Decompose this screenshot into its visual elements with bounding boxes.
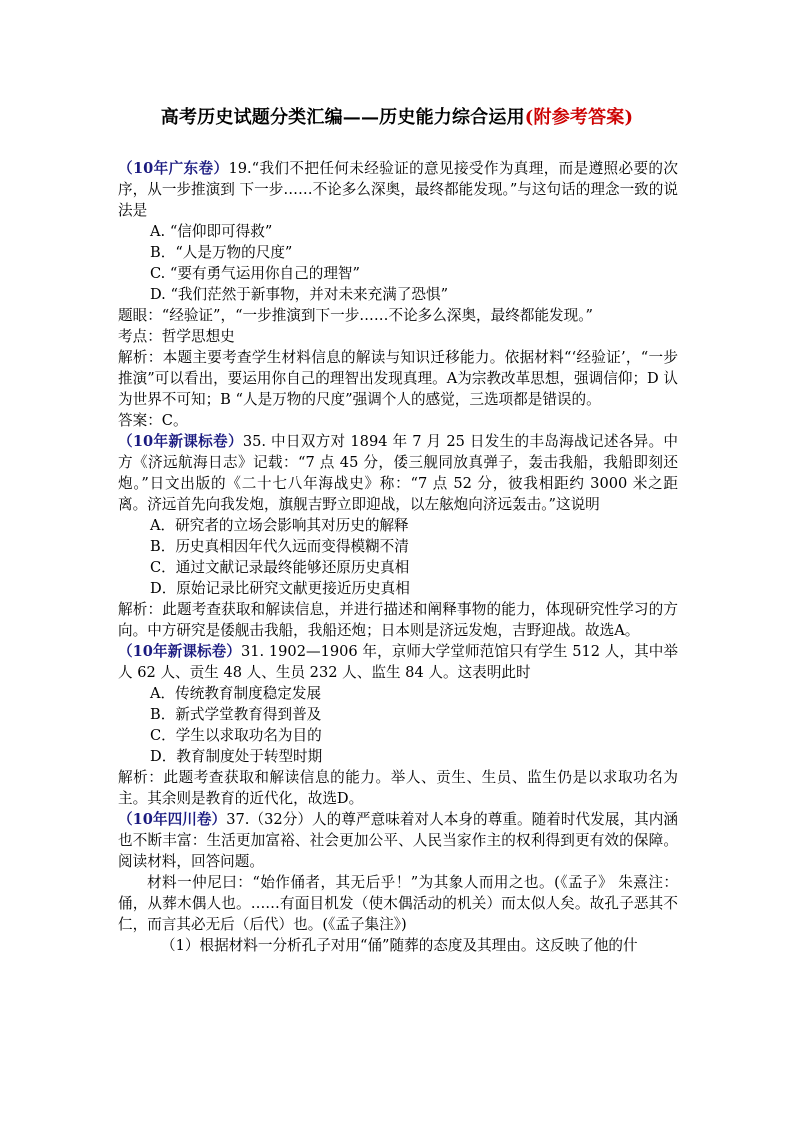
q3-stem: （10年新课标卷）31. 1902—1906 年，京师大学堂师范馆只有学生 512 人，其中举人 62 人、贡生 48 人、生员 232 人、监生 84 人。这表明此时	[118, 643, 678, 681]
q1-answer: 答案：C。	[118, 412, 188, 429]
q4-question: （1）根据材料一分析孔子对用“俑”随葬的态度及其理由。这反映了他的什	[161, 937, 638, 954]
q2-source-tag: （10年新课标卷）	[118, 433, 243, 450]
q2-option-b: B．历史真相因年代久远而变得模糊不清	[150, 538, 409, 555]
q1-analysis: 解析：本题主要考查学生材料信息的解读与知识迁移能力。依据材料“‘经验证’，“一步推演”可以看出，要运用你自己的理智出发现真理。A为宗教改革思想，强调信仰；D 认为世界不可知；B “人是万物的尺度”强调个人的感觉，三选项都是错误的。	[118, 349, 678, 408]
q2-option-d: D．原始记录比研究文献更接近历史真相	[150, 580, 410, 597]
q1-source-tag: （10年广东卷）	[118, 160, 229, 177]
q2-option-c: C．通过文献记录最终能够还原历史真相	[150, 559, 410, 576]
q3-source-tag: （10年新课标卷）	[118, 643, 241, 660]
title-main: 高考历史试题分类汇编——历史能力综合运用	[160, 107, 525, 128]
q3-option-d: D．教育制度处于转型时期	[150, 748, 323, 765]
q3-option-a: A．传统教育制度稳定发展	[150, 685, 322, 702]
q4-source-tag: （10年四川卷）	[118, 811, 227, 828]
q1-option-d: D. “我们茫然于新事物，并对未来充满了恐惧”	[150, 286, 449, 303]
q1-option-b: B．“人是万物的尺度”	[150, 244, 293, 261]
q2-analysis: 解析：此题考查获取和解读信息，并进行描述和阐释事物的能力，体现研究性学习的方向。中方研究是倭舰击我船，我船还炮；日本则是济远发炮，吉野迎战。故选A。	[118, 601, 678, 639]
q3-analysis: 解析：此题考查获取和解读信息的能力。举人、贡生、生员、监生仍是以求取功名为主。其余则是教育的近代化，故选D。	[118, 769, 678, 807]
q1-option-c: C. “要有勇气运用你自己的理智”	[150, 265, 360, 282]
q2-option-a: A．研究者的立场会影响其对历史的解释	[150, 517, 409, 534]
q1-point: 考点：哲学思想史	[118, 328, 235, 345]
q3-option-c: C．学生以求取功名为目的	[150, 727, 322, 744]
q4-stem: （10年四川卷）37.（32分）人的尊严意味着对人本身的尊重。随着时代发展，其内涵也不断丰富：生活更加富裕、社会更加公平、人民当家作主的权利得到更有效的保障。阅读材料，回答问题。	[118, 811, 678, 870]
q1-stem: （10年广东卷）19.“我们不把任何未经验证的意见接受作为真理，而是遵照必要的次序，从一步推演到 下一步……不论多么深奥，最终都能发现。”与这句话的理念一致的说法是	[118, 160, 678, 219]
q3-option-b: B．新式学堂教育得到普及	[150, 706, 322, 723]
q4-material: 材料一仲尼曰：“始作俑者，其无后乎！”为其象人而用之也。(《孟子》 朱熹注：俑，从葬木偶人也。……有面目机发（使木偶活动的机关）而太似人矣。故孔子恶其不仁，而言其必无后（后代）也。(《孟子集注》)	[118, 874, 678, 933]
q1-option-a: A. “信仰即可得救”	[150, 223, 273, 240]
q2-stem: （10年新课标卷）35. 中日双方对 1894 年 7 月 25 日发生的丰岛海战记述各异。中方《济远航海日志》记载：“7 点 45 分，倭三舰同放真弹子，轰击我船，我船即刻还炮。”日文出版的《二十七八年海战史》称：“7 点 52 分，彼我相距约 3000 米之距离。济远首先向我发炮，旗舰吉野立即迎战，以左舷炮向济远轰击。”这说明	[118, 433, 678, 513]
title-suffix: (附参考答案)	[524, 107, 634, 128]
q1-hint: 题眼：“经验证”，“一步推演到下一步……不论多么深奥，最终都能发现。”	[118, 307, 593, 324]
document-body	[118, 158, 678, 956]
page-title	[0, 106, 794, 130]
